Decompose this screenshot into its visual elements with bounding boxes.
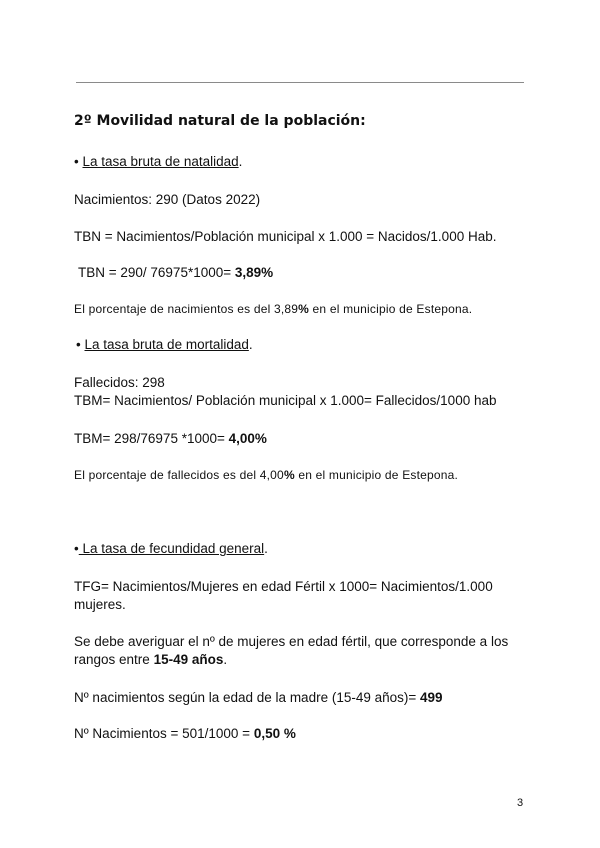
range-value: 15-49 años — [153, 652, 224, 667]
range-paragraph — [74, 633, 534, 669]
note-pct: % — [283, 468, 295, 482]
fecundidad-title: La tasa de fecundidad general — [78, 541, 265, 556]
bullet: • — [74, 541, 79, 556]
deaths-line: Fallecidos: 298 — [74, 375, 165, 390]
tbm-formula: TBM= Nacimientos/ Población municipal x 1.000= Fallecidos/1000 hab — [74, 393, 497, 408]
range-text: Se debe averiguar el nº de mujeres en edad fértil, que corresponde a los rangos entre — [74, 634, 509, 667]
births-calc-line — [74, 725, 296, 743]
range-end: . — [223, 652, 228, 667]
tbm-calc: TBM= 298/76975 *1000= — [74, 431, 225, 446]
tfg-formula: TFG= Nacimientos/Mujeres en edad Fértil x 1000= Nacimientos/1.000 mujeres. — [74, 579, 493, 612]
tbn-formula: TBN = Nacimientos/Población municipal x 1.000 = Nacidos/1.000 Hab. — [74, 229, 497, 244]
note-text-end: en el municipio de Estepona. — [309, 302, 473, 316]
header-rule — [76, 82, 524, 83]
births-calc-text: Nº Nacimientos = 501/1000 = — [74, 726, 251, 741]
period: . — [248, 337, 253, 352]
period: . — [238, 154, 243, 169]
page-number: 3 — [517, 797, 524, 809]
period: . — [264, 541, 268, 556]
births-by-age-value: 499 — [420, 690, 443, 705]
note-text-end: en el municipio de Estepona. — [294, 468, 459, 482]
tbn-calc: TBN = 290/ 76975*1000= — [78, 265, 232, 280]
section-heading: 2º Movilidad natural de la población: — [74, 113, 366, 129]
tbm-result: 4,00% — [228, 431, 267, 446]
bullet: • — [76, 337, 81, 352]
births-line: Nacimientos: 290 (Datos 2022) — [74, 192, 261, 207]
natalidad-title: La tasa bruta de natalidad — [82, 154, 239, 169]
mortalidad-title: La tasa bruta de mortalidad — [84, 337, 249, 352]
mortalidad-title-line — [76, 336, 253, 354]
fecundidad-title-line — [74, 540, 268, 558]
mortalidad-note — [74, 466, 458, 484]
note-text: El porcentaje de nacimientos es del 3,89 — [74, 302, 299, 316]
tbm-calc-line — [74, 430, 267, 448]
note-text: El porcentaje de fallecidos es del 4,00 — [74, 468, 284, 482]
tbn-calc-line — [78, 264, 273, 282]
births-by-age-text: Nº nacimientos según la edad de la madre (15-49 años)= — [74, 690, 417, 705]
births-calc-value: 0,50 % — [253, 726, 296, 741]
natalidad-note — [74, 300, 472, 318]
note-pct: % — [298, 302, 310, 316]
bullet: • — [74, 154, 79, 169]
tbn-result: 3,89% — [234, 265, 274, 280]
natalidad-title-line — [74, 153, 242, 171]
births-by-age-line — [74, 689, 443, 707]
